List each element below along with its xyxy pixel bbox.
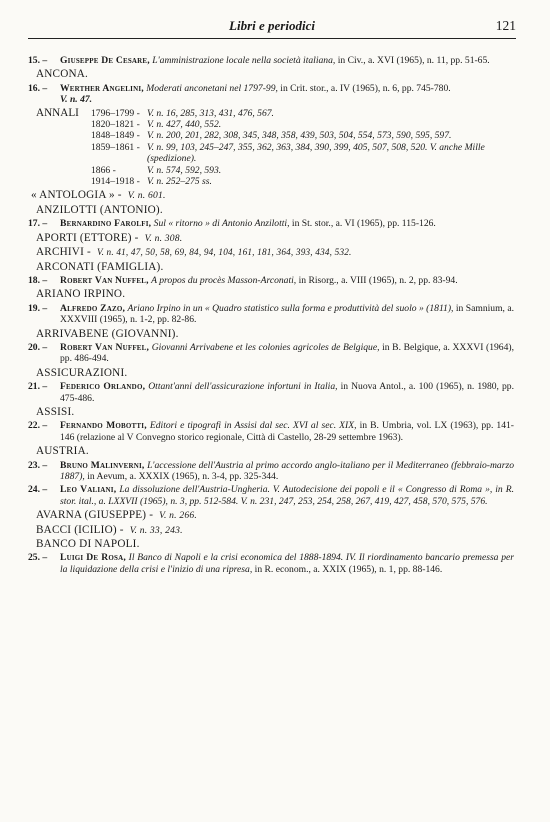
entry-21: [28, 381, 516, 404]
entry-source: in Civ., a. XVI (1965), n. 11, pp. 51-65.: [337, 55, 490, 66]
entry-author: Alfredo Zazo,: [60, 302, 126, 314]
entry-author: Federico Orlando,: [60, 381, 146, 393]
entry-title: Moderati anconetani nel 1797-99,: [146, 82, 278, 94]
entry-15: [28, 55, 516, 66]
entry-title: L'accessione dell'Austria al primo accordo anglo-italiano per il Mediterraneo (febbraio-marzo 1887),: [60, 459, 514, 482]
entry-number: 24. –: [28, 484, 48, 496]
entry-source: in B. Belgique, a. XXXVI (1964), pp. 486-494.: [60, 341, 514, 365]
subject-heading: « ANTOLOGIA » - V. n. 601.: [31, 189, 166, 202]
entry-number: 23. –: [28, 459, 48, 471]
annali-row: 1866 - V. n. 574, 592, 593.: [91, 164, 222, 176]
entry-number: 15. –: [28, 55, 48, 66]
entry-title: Giovanni Arrivabene et les colonies agricoles de Belgique,: [151, 341, 380, 353]
entry-19: [28, 303, 516, 326]
entry-number: 18. –: [28, 274, 48, 286]
subject-heading: ANZILOTTI (ANTONIO).: [36, 203, 163, 216]
entry-title: Il Banco di Napoli e la crisi economica del 1888-1894. IV. Il riordinamento bancario premessa per la liquidazione della crisi e l'inizio di una ripresa,: [60, 552, 514, 575]
entry-25: [28, 552, 516, 575]
annali-row: 1914–1918 - V. n. 252–275 ss.: [91, 176, 212, 188]
entry-number: 21. –: [28, 381, 48, 393]
entry-author: Bernardino Farolfi,: [60, 218, 152, 230]
entry-number: 20. –: [28, 341, 48, 353]
subject-heading: ANNALI: [36, 106, 79, 119]
cross-reference: V. n. 266.: [159, 510, 197, 522]
cross-reference: V. n. 308.: [144, 232, 183, 244]
entry-source: V. Autodecisione dei popoli e il « Congresso di Roma », in R. stor. ital., a. LXXVII (1965), n. 3, pp. 512-584. V. n. 231, 247, 253, 254, 258, 267, 419, 427, 458, 570, 575, 576.: [60, 484, 514, 507]
entry-author: Fernando Mobotti,: [60, 420, 147, 432]
annali-rows: [36, 108, 516, 188]
subject-heading: ARCONATI (FAMIGLIA).: [36, 260, 164, 273]
subject-heading: ASSICURAZIONI.: [36, 366, 128, 379]
entry-author: Giuseppe De Cesare,: [60, 55, 150, 66]
cross-reference: V. n. 33, 243.: [129, 524, 183, 536]
entry-title: Editori e tipografi in Assisi dal sec. XVI al sec. XIX,: [149, 420, 357, 432]
entry-title: La dissoluzione dell'Austria-Ungheria.: [119, 484, 270, 496]
subject-heading: BACCI (ICILIO) - V. n. 33, 243.: [36, 523, 183, 536]
subject-heading: BANCO DI NAPOLI.: [36, 538, 140, 551]
entry-number: 19. –: [28, 302, 48, 314]
page-header: [28, 20, 516, 39]
entry-number: 16. –: [28, 82, 48, 94]
subject-heading: ASSISI.: [36, 405, 75, 418]
entry-author: Leo Valiani,: [60, 484, 117, 496]
entry-16: [28, 83, 516, 106]
entry-source: in Crit. stor., a. IV (1965), n. 6, pp. 745-780.: [280, 82, 451, 94]
entry-author: Bruno Malinverni,: [60, 459, 145, 471]
subject-heading: ANCONA.: [36, 68, 89, 81]
entry-23: [28, 460, 516, 483]
subject-heading: ARRIVABENE (GIOVANNI).: [36, 327, 179, 340]
annali-row: 1796–1799 - V. n. 16, 285, 313, 431, 476, 567.: [91, 107, 274, 119]
entry-title: Sul « ritorno » di Antonio Anzilotti,: [153, 218, 290, 230]
entry-20: [28, 342, 516, 365]
entry-number: 17. –: [28, 218, 48, 230]
subject-heading: AUSTRIA.: [36, 445, 89, 458]
entry-title: Ariano Irpino in un « Quadro statistico sulla forma e produttività del suolo » (1811),: [127, 302, 454, 314]
entry-source: in Nuova Antol., a. 100 (1965), n. 1980, pp. 475-486.: [60, 381, 514, 404]
running-head: Libri e periodici: [229, 18, 315, 33]
subject-heading: AVARNA (GIUSEPPE) - V. n. 266.: [36, 509, 197, 522]
entry-number: 25. –: [28, 552, 48, 564]
entry-24: [28, 484, 516, 507]
subject-heading: APORTI (ETTORE) - V. n. 308.: [36, 231, 183, 244]
entry-number: 22. –: [28, 420, 48, 432]
entry-18: [28, 275, 516, 286]
subject-heading: ARCHIVI - V. n. 41, 47, 50, 58, 69, 84, 94, 104, 161, 181, 364, 393, 434, 532.: [36, 246, 352, 259]
subject-heading: ARIANO IRPINO.: [36, 288, 126, 301]
entry-author: Luigi De Rosa,: [60, 552, 126, 564]
entry-author: Robert Van Nuffel,: [60, 274, 149, 286]
entry-title: L'amministrazione locale nella società italiana,: [152, 55, 336, 66]
page-number: 121: [495, 18, 516, 33]
entry-author: Werther Angelini,: [60, 82, 144, 94]
entry-source: in St. stor., a. VI (1965), pp. 115-126.: [291, 218, 436, 230]
cross-reference: V. n. 601.: [127, 190, 166, 202]
entry-source: in B. Umbria, vol. LX (1963), pp. 141-146 (relazione al V Convegno storico regionale, Città di Castello, 28-29 settembre 1963).: [60, 420, 515, 443]
annali-row: 1820–1821 - V. n. 427, 440, 552.: [91, 119, 222, 131]
annali-row: 1848–1849 - V. n. 200, 201, 282, 308, 345, 348, 358, 439, 503, 504, 554, 573, 590, 595, 597.: [91, 130, 452, 142]
entry-source: in Risorg., a. VIII (1965), n. 2, pp. 83-94.: [298, 274, 458, 286]
entry-title: Ottant'anni dell'assicurazione infortuni in Italia,: [148, 381, 338, 393]
entry-17: [28, 218, 516, 229]
entry-source: in Samnium, a. XXXVIII (1965), n. 1-2, pp. 82-86.: [60, 302, 515, 326]
entry-source: in R. econom., a. XXIX (1965), n. 1, pp. 88-146.: [254, 563, 443, 575]
entry-title: A propos du procès Masson-Arconati,: [151, 274, 297, 286]
entry-source: in Aevum, a. XXXIX (1965), n. 3-4, pp. 325-344.: [87, 471, 279, 482]
annali-row: 1859–1861 - V. n. 99, 103, 245–247, 355, 362, 363, 384, 390, 399, 405, 507, 508, 520. V. anche Mille (spedizione).: [91, 141, 485, 165]
entry-author: Robert Van Nuffel,: [60, 341, 150, 353]
cross-reference: V. n. 41, 47, 50, 58, 69, 84, 94, 104, 161, 181, 364, 393, 434, 532.: [96, 247, 352, 258]
annali-block: [28, 108, 516, 188]
entry-22: [28, 420, 516, 443]
cross-reference: V. n. 47.: [60, 94, 93, 106]
